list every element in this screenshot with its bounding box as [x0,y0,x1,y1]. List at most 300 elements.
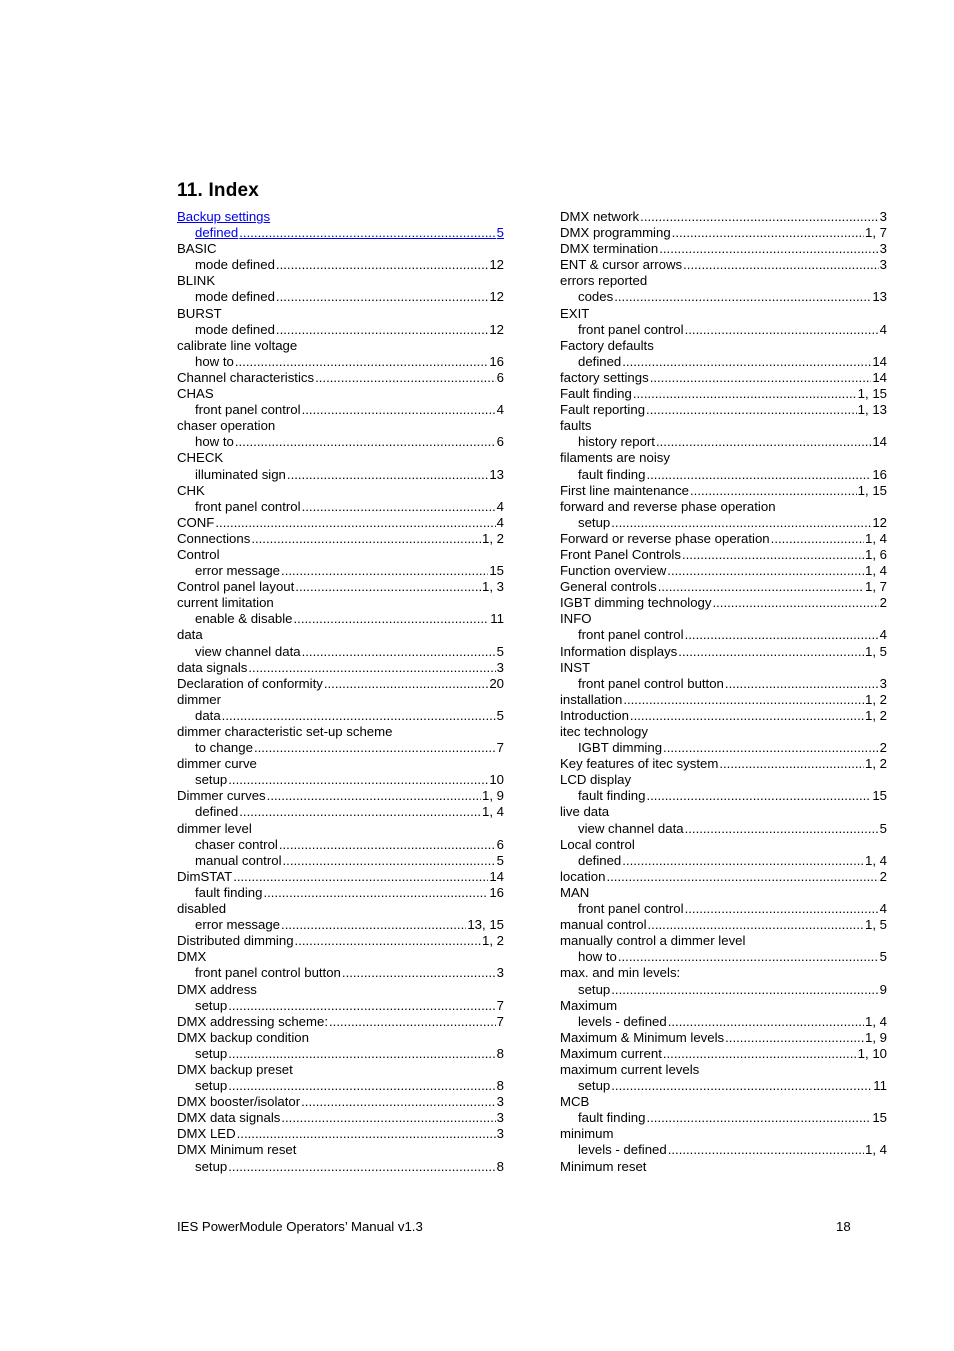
entry-term: data [177,627,203,643]
dot-leader [667,563,864,579]
entry-term: itec technology [560,724,648,739]
dot-leader [771,531,864,547]
index-entry [560,434,887,450]
index-entry [560,1094,887,1110]
dot-leader [622,853,864,869]
entry-term: DMX [177,949,207,965]
dot-leader [233,869,488,885]
entry-term: CHK [177,482,205,498]
index-entry [560,837,887,853]
index-entry [560,257,887,273]
entry-term: Front Panel Controls [560,546,681,562]
entry-term: minimum [560,1126,614,1142]
entry-term: dimmer characteristic set-up scheme [177,724,393,739]
dot-leader [295,579,481,595]
entry-term: levels - defined [578,1142,667,1158]
entry-term: front panel control [195,402,301,418]
index-entry [177,595,504,611]
dot-leader [248,660,495,676]
entry-page-ref: 1, 2 [482,933,504,949]
entry-term: manually control a dimmer level [560,933,746,949]
dot-leader [650,370,872,386]
entry-page-ref: 15 [489,563,504,579]
entry-term: mode defined [195,257,275,273]
dot-leader [606,869,878,885]
index-entry [560,499,887,515]
index-entry [177,1094,504,1110]
entry-term: Forward or reverse phase operation [560,530,770,546]
index-entry [560,885,887,901]
index-entry [560,676,887,692]
index-entry [560,418,887,434]
entry-term: Local control [560,836,635,852]
dot-leader [276,289,488,305]
dot-leader [640,209,879,225]
entry-term: Connections [177,530,251,546]
dot-leader [614,289,871,305]
index-entry [560,965,887,981]
index-entry [560,756,887,772]
dot-leader [672,225,864,241]
entry-page-ref: 3 [496,1094,504,1110]
dot-leader [228,1159,495,1175]
entry-term: IGBT dimming [578,740,663,756]
index-entry [177,322,504,338]
index-entry [177,273,504,289]
entry-term: manual control [560,917,647,933]
index-entry [560,804,887,820]
index-entry [177,434,504,450]
entry-page-ref: 8 [496,1158,504,1174]
index-entry [560,579,887,595]
entry-term: front panel control [578,901,684,917]
index-entry [560,1030,887,1046]
entry-page-ref: 4 [879,901,887,917]
entry-term: setup [195,1045,228,1061]
index-entry [177,740,504,756]
entry-term: fault finding [578,788,646,804]
entry-page-ref: 4 [879,321,887,337]
index-entry [177,788,504,804]
index-entry [177,499,504,515]
entry-term: calibrate line voltage [177,337,298,353]
entry-term: fault finding [578,466,646,482]
dot-leader [618,949,879,965]
entry-term: DMX address [177,981,257,997]
index-entry [560,998,887,1014]
dot-leader [725,1030,864,1046]
entry-term: chaser control [195,836,278,852]
entry-page-ref: 3 [879,209,887,224]
index-entry [560,1110,887,1126]
index-entry [177,402,504,418]
index-entry [560,627,887,643]
index-entry [177,756,504,772]
index-entry [560,241,887,257]
index-entry [560,660,887,676]
index-entry [560,209,887,225]
entry-term: First line maintenance [560,482,690,498]
entry-term: DMX data signals [177,1110,281,1126]
entry-term: DMX termination [560,241,659,257]
entry-page-ref: 1, 5 [865,917,887,933]
entry-term: setup [578,514,611,530]
entry-term: how to [195,353,234,369]
index-entry [560,982,887,998]
entry-term: front panel control [578,627,684,643]
entry-page-ref: 5 [496,643,504,659]
dot-leader [646,467,871,483]
entry-term: error message [195,563,281,579]
footer-manual-title: IES PowerModule Operators’ Manual v1.3 [177,1219,423,1234]
index-entry [177,1062,504,1078]
dot-leader [725,676,879,692]
dot-leader [611,982,878,998]
entry-term: filaments are noisy [560,450,670,466]
index-entry [177,724,504,740]
entry-term: data [195,707,221,723]
entry-term: to change [195,740,253,756]
dot-leader [656,434,871,450]
index-entry [560,354,887,370]
entry-term: fault finding [195,884,263,900]
index-entry [560,467,887,483]
entry-page-ref: 16 [489,884,504,900]
entry-term: dimmer [177,691,221,707]
index-entry [560,933,887,949]
index-entry [560,1159,887,1175]
index-entry [560,949,887,965]
entry-page-ref: 1, 15 [857,386,887,402]
index-entry [177,1126,504,1142]
entry-page-ref: 1, 4 [865,530,887,546]
entry-term: INFO [560,611,592,627]
entry-page-ref: 14 [872,369,887,385]
dot-leader [281,917,466,933]
entry-page-ref: 12 [489,321,504,337]
dot-leader [658,579,864,595]
entry-term: Minimum reset [560,1158,647,1174]
entry-term: front panel control button [578,675,724,691]
index-entry [177,998,504,1014]
dot-leader [646,402,857,418]
entry-page-ref: 6 [496,369,504,385]
index-entry [177,386,504,402]
entry-page-ref: 5 [879,949,887,965]
entry-term: DMX addressing scheme: [177,1013,328,1029]
entry-page-ref: 13 [872,289,887,305]
dot-leader [678,644,864,660]
dot-leader [630,708,864,724]
index-entry [560,1046,887,1062]
entry-page-ref: 2 [879,868,887,884]
index-entry [177,1030,504,1046]
entry-page-ref: 8 [496,1078,504,1094]
index-entry [177,563,504,579]
entry-term: max. and min levels: [560,965,681,981]
entry-page-ref: 1, 7 [865,579,887,595]
entry-term: setup [195,1158,228,1174]
index-entry-link[interactable] [177,209,504,225]
index-entry [177,982,504,998]
entry-page-ref: 15 [872,1110,887,1126]
entry-term: DMX booster/isolator [177,1094,301,1110]
entry-term: levels - defined [578,1013,667,1029]
index-entry [560,386,887,402]
entry-page-ref: 1, 4 [865,563,887,579]
entry-term: errors reported [560,273,648,289]
index-entry [177,579,504,595]
index-entry [177,660,504,676]
entry-page-ref: 10 [489,772,504,788]
entry-term: DMX programming [560,225,671,241]
index-entry [560,595,887,611]
dot-leader [228,1078,495,1094]
dot-leader [276,322,488,338]
index-entry [560,724,887,740]
entry-term: Maximum & Minimum levels [560,1029,725,1045]
entry-page-ref: 6 [496,434,504,450]
index-entry [560,611,887,627]
index-entry [177,821,504,837]
entry-page-ref: 1, 4 [865,852,887,868]
dot-leader [254,740,496,756]
index-entry [177,547,504,563]
entry-page-ref: 1, 10 [857,1045,887,1061]
entry-term: defined [195,804,239,820]
dot-leader [623,692,864,708]
dot-leader [685,627,879,643]
entry-page-ref: 14 [872,353,887,369]
index-entry [177,306,504,322]
dot-leader [663,740,879,756]
entry-term: Control [177,546,220,562]
entry-page-ref: 3 [496,1110,504,1126]
dot-leader [329,1014,496,1030]
dot-leader [719,756,864,772]
entry-term: Factory defaults [560,337,654,353]
entry-page-ref: 4 [496,402,504,418]
entry-term: dimmer level [177,820,252,836]
index-entry [177,370,504,386]
dot-leader [668,1014,864,1030]
entry-term: history report [578,434,655,450]
index-column-right [560,209,887,1175]
index-entry [177,676,504,692]
entry-page-ref: 15 [872,788,887,804]
footer-page-number: 18 [836,1219,851,1234]
entry-term: DMX network [560,209,640,224]
index-entry [177,885,504,901]
index-entry [560,306,887,322]
entry-term: INST [560,659,591,675]
entry-page-ref: 7 [496,740,504,756]
index-entry [177,1159,504,1175]
entry-term: Maximum [560,997,618,1013]
entry-term: Backup settings [177,209,271,224]
entry-page-ref: 3 [496,1126,504,1142]
entry-term: current limitation [177,595,274,611]
entry-term: CHECK [177,450,224,466]
index-entry [177,853,504,869]
index-entry [560,370,887,386]
entry-term: how to [578,949,617,965]
index-entry [560,563,887,579]
entry-page-ref: 3 [496,965,504,981]
dot-leader [263,885,488,901]
dot-leader [712,595,878,611]
index-entry [177,257,504,273]
entry-term: Fault reporting [560,402,646,418]
entry-page-ref: 1, 5 [865,643,887,659]
entry-term: CONF [177,514,215,530]
entry-page-ref: 6 [496,836,504,852]
index-entry [560,402,887,418]
entry-page-ref: 7 [496,1013,504,1029]
entry-term: how to [195,434,234,450]
index-entry [560,772,887,788]
index-entry [177,965,504,981]
index-entry [560,1062,887,1078]
dot-leader [237,1126,496,1142]
entry-page-ref: 1, 4 [865,1013,887,1029]
entry-page-ref: 2 [879,595,887,611]
entry-page-ref: 1, 2 [865,707,887,723]
dot-leader [281,563,488,579]
entry-page-ref: 5 [496,225,504,241]
entry-term: Dimmer curves [177,788,266,804]
entry-term: Information displays [560,643,678,659]
dot-leader [235,434,496,450]
entry-term: chaser operation [177,418,276,434]
dot-leader [668,1142,864,1158]
dot-leader [683,257,879,273]
entry-term: defined [578,353,622,369]
page-title: 11. Index [177,180,260,201]
entry-page-ref: 12 [872,514,887,530]
index-entry [560,692,887,708]
entry-term: installation [560,691,623,707]
entry-page-ref: 9 [879,981,887,997]
entry-term: defined [578,852,622,868]
entry-term: view channel data [195,643,301,659]
entry-term: setup [578,1078,611,1094]
entry-term: faults [560,418,592,434]
entry-term: EXIT [560,305,590,321]
entry-term: setup [195,1078,228,1094]
entry-term: Channel characteristics [177,369,315,385]
index-entry [177,708,504,724]
entry-page-ref: 1, 6 [865,546,887,562]
entry-term: IGBT dimming technology [560,595,712,611]
index-entry [560,740,887,756]
dot-leader [663,1046,857,1062]
dot-leader [342,965,496,981]
index-entry [177,354,504,370]
entry-term: setup [195,772,228,788]
entry-term: MCB [560,1094,590,1110]
entry-page-ref: 3 [879,241,887,257]
entry-term: enable & disable [195,611,293,627]
entry-page-ref: 20 [489,675,504,691]
index-entry [177,1046,504,1062]
entry-page-ref: 1, 9 [482,788,504,804]
index-entry [560,338,887,354]
index-entry [560,225,887,241]
entry-page-ref: 5 [496,852,504,868]
entry-term: Maximum current [560,1045,662,1061]
dot-leader [287,467,488,483]
dot-leader [611,515,871,531]
dot-leader [646,1110,871,1126]
dot-leader [215,515,495,531]
entry-term: fault finding [578,1110,646,1126]
entry-page-ref: 1, 2 [482,530,504,546]
entry-page-ref: 1, 9 [865,1029,887,1045]
dot-leader [283,853,496,869]
entry-term: live data [560,804,610,820]
entry-term: front panel control button [195,965,341,981]
index-entry [177,627,504,643]
entry-page-ref: 1, 2 [865,691,887,707]
index-entry [177,692,504,708]
index-entry [560,322,887,338]
dot-leader [239,804,481,820]
dot-leader [659,241,878,257]
index-entry [560,788,887,804]
entry-term: BASIC [177,241,217,257]
entry-term: mode defined [195,321,275,337]
index-entry [177,531,504,547]
entry-term: data signals [177,659,248,675]
dot-leader [276,257,488,273]
index-entry [560,531,887,547]
index-entry [560,644,887,660]
dot-leader [295,933,481,949]
entry-page-ref: 1, 13 [857,402,887,418]
entry-term: ENT & cursor arrows [560,257,683,273]
entry-term: General controls [560,579,657,595]
entry-page-ref: 3 [879,675,887,691]
dot-leader [324,676,488,692]
dot-leader [279,837,496,853]
entry-page-ref: 16 [489,353,504,369]
entry-page-ref: 1, 7 [865,225,887,241]
dot-leader [685,821,879,837]
entry-term: Key features of itec system [560,756,719,772]
dot-leader [281,1110,495,1126]
index-entry-link[interactable] [177,225,504,241]
entry-term: DimSTAT [177,868,233,884]
entry-page-ref: 4 [496,498,504,514]
index-entry [560,869,887,885]
index-entry [560,917,887,933]
dot-leader [239,225,495,241]
dot-leader [294,611,490,627]
index-entry [177,917,504,933]
dot-leader [228,1046,495,1062]
entry-page-ref: 3 [496,659,504,675]
dot-leader [302,402,496,418]
index-entry [177,418,504,434]
index-entry [177,338,504,354]
dot-leader [315,370,496,386]
dot-leader [302,644,496,660]
entry-term: disabled [177,901,227,917]
index-entry [560,708,887,724]
entry-page-ref: 11 [873,1078,887,1094]
entry-term: setup [578,981,611,997]
